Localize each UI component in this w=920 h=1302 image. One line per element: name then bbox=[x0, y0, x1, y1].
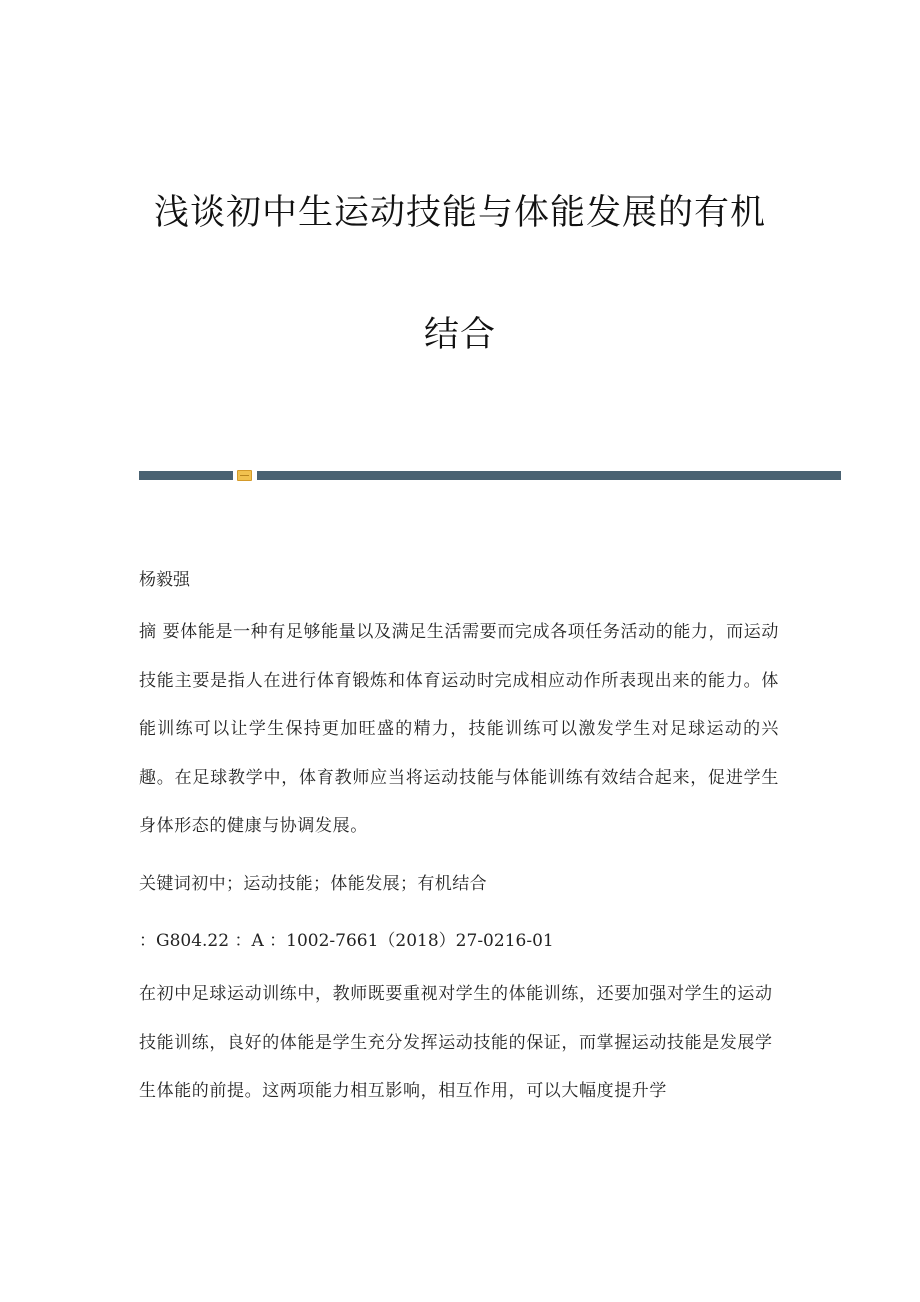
keywords-line: 关键词初中；运动技能；体能发展；有机结合 bbox=[139, 874, 487, 894]
document-title-line-2: 结合 bbox=[423, 315, 496, 355]
title-divider bbox=[139, 471, 841, 480]
body-paragraph: 在初中足球运动训练中，教师既要重视对学生的体能训练，还要加强对学生的运动技能训练，良好的体能是学生充分发挥运动技能的保证，而掌握运动技能是发展学生体能的前提。这两项能力相互影响，相互作用，可以大幅度提升学 bbox=[139, 984, 773, 1102]
divider-bar-left bbox=[139, 471, 233, 480]
author-name: 杨毅强 bbox=[139, 570, 190, 590]
classification-line: ：G804.22 ：A ：1002-7661（2018）27-0216-01 bbox=[139, 931, 554, 951]
document-title-line-1: 浅谈初中生运动技能与体能发展的有机 bbox=[153, 193, 766, 233]
abstract-paragraph: 摘 要体能是一种有足够能量以及满足生活需要而完成各项任务活动的能力，而运动技能主要是指人在进行体育锻炼和体育运动时完成相应动作所表现出来的能力。体能训练可以让学生保持更加旺盛的精力，技能训练可以激发学生对足球运动的兴趣。在足球教学中，体育教师应当将运动技能与体能训练有效结合起来，促进学生身体形态的健康与协调发展。 bbox=[139, 622, 779, 837]
divider-badge-icon bbox=[237, 470, 252, 481]
divider-bar-right bbox=[257, 471, 841, 480]
